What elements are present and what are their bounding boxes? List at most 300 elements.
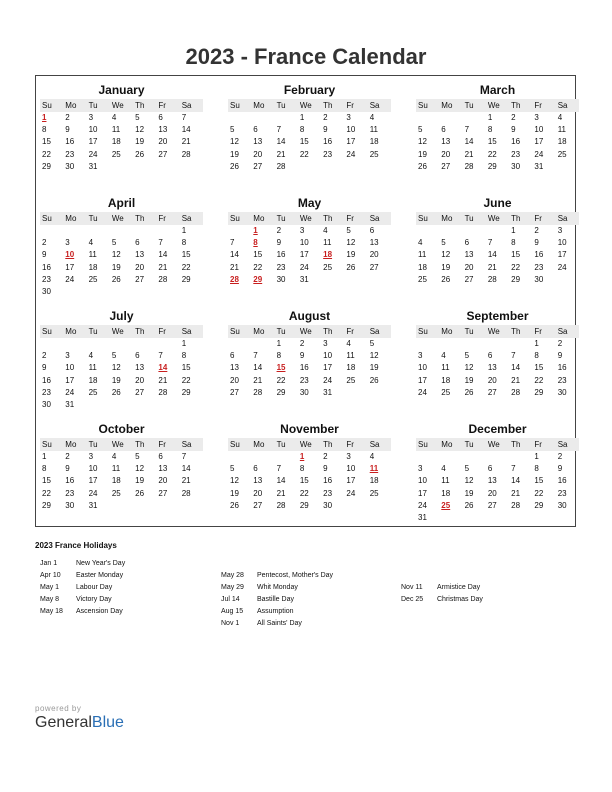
day-cell: 13 (135, 250, 145, 260)
weekday-label: We (111, 327, 124, 336)
weekday-label: Sa (557, 214, 568, 223)
day-cell: 7 (464, 125, 470, 135)
weekday-label: Th (323, 214, 333, 223)
day-cell: 16 (534, 250, 544, 260)
day-cell: 26 (135, 488, 145, 498)
day-cell: 31 (534, 161, 544, 171)
day-cell: 24 (418, 500, 427, 510)
weekday-label: Mo (253, 101, 265, 110)
empty-cell (416, 338, 439, 350)
day-cell: 26 (230, 500, 239, 510)
day-cell: 4 (111, 113, 117, 122)
day-cell: 20 (487, 488, 497, 498)
day-cell: 7 (181, 113, 187, 122)
day-cell: 4 (88, 351, 94, 361)
day-cell: 3 (88, 113, 94, 122)
day-cell: 14 (158, 250, 168, 260)
day-cell: 23 (511, 149, 521, 159)
empty-cell (463, 112, 486, 124)
holiday-day: 14 (158, 363, 168, 373)
holiday-day: 10 (65, 250, 75, 260)
day-cell: 1 (487, 113, 493, 122)
weekday-label: Th (135, 214, 145, 223)
day-cell: 4 (418, 238, 423, 248)
weekday-header (228, 99, 391, 112)
weekday-label: Mo (441, 327, 453, 336)
day-cell: 11 (88, 250, 97, 260)
day-cell: 4 (323, 226, 328, 235)
day-cell: 21 (230, 262, 239, 272)
holiday-date: Apr 10 (40, 572, 61, 579)
day-cell: 13 (441, 137, 451, 147)
weekday-label: We (487, 327, 500, 336)
day-cell: 4 (557, 113, 563, 122)
day-cell: 15 (42, 137, 51, 147)
holiday-row (401, 582, 483, 594)
weekday-header (40, 99, 203, 112)
day-cell: 9 (323, 125, 328, 135)
day-cell: 20 (135, 375, 145, 385)
day-cell: 15 (299, 476, 309, 486)
day-cell: 22 (181, 262, 191, 272)
day-cell: 8 (181, 238, 187, 248)
holiday-row (221, 606, 333, 618)
weekday-label: Tu (276, 327, 286, 336)
day-cell: 18 (441, 488, 451, 498)
day-cell: 11 (88, 363, 97, 373)
day-cell: 9 (511, 125, 516, 135)
day-cell: 2 (42, 351, 47, 361)
day-cell: 29 (181, 274, 191, 284)
weekday-label: We (299, 101, 312, 110)
day-cell: 23 (557, 375, 567, 385)
day-cell: 16 (42, 375, 51, 385)
day-cell: 14 (276, 137, 286, 147)
day-cell: 31 (88, 500, 98, 510)
day-cell: 23 (323, 149, 333, 159)
day-cell: 19 (346, 250, 356, 260)
holiday-row (40, 570, 125, 582)
weekday-label: Sa (369, 440, 380, 449)
day-cell: 28 (276, 161, 286, 171)
day-cell: 31 (418, 512, 427, 522)
month-august (228, 309, 391, 399)
holiday-name: New Year's Day (76, 560, 126, 567)
holiday-name: Christmas Day (437, 596, 483, 603)
day-cell: 21 (158, 262, 168, 272)
day-cell: 13 (230, 363, 239, 373)
day-cell: 19 (418, 149, 427, 159)
day-cell: 22 (534, 375, 544, 385)
day-cell: 20 (441, 149, 451, 159)
day-cell: 26 (441, 274, 451, 284)
day-cell: 27 (158, 488, 168, 498)
empty-cell (416, 112, 439, 124)
day-cell: 7 (181, 452, 187, 461)
weekday-label: Sa (557, 327, 568, 336)
day-cell: 12 (369, 351, 379, 361)
day-cell: 6 (487, 351, 493, 361)
weekday-label: Sa (181, 101, 192, 110)
empty-cell (156, 225, 179, 237)
day-cell: 2 (42, 238, 47, 248)
month-name: May (297, 196, 322, 210)
weekday-label: Fr (158, 440, 166, 449)
day-cell: 7 (253, 351, 258, 361)
day-cell: 14 (464, 137, 474, 147)
empty-cell (228, 451, 251, 463)
day-cell: 9 (557, 464, 563, 474)
day-cell: 4 (369, 452, 375, 461)
day-cell: 25 (369, 149, 379, 159)
day-cell: 28 (181, 149, 191, 159)
weekday-label: We (299, 327, 312, 336)
day-cell: 5 (441, 238, 446, 248)
day-cell: 23 (65, 488, 75, 498)
empty-cell (228, 338, 251, 350)
day-cell: 7 (276, 125, 282, 135)
day-cell: 25 (346, 375, 356, 385)
day-cell: 23 (42, 387, 51, 397)
weekday-label: Fr (158, 327, 166, 336)
day-cell: 1 (181, 226, 187, 235)
holiday-date: May 8 (40, 596, 60, 603)
day-cell: 21 (276, 149, 286, 159)
day-cell: 3 (557, 226, 563, 235)
month-january (40, 83, 203, 173)
weekday-header (416, 99, 579, 112)
day-cell: 9 (557, 351, 563, 361)
day-cell: 15 (253, 250, 263, 260)
weekday-label: Th (135, 440, 145, 449)
weekday-label: Th (135, 101, 145, 110)
weekday-label: We (111, 214, 124, 223)
day-cell: 15 (299, 137, 309, 147)
day-cell: 16 (42, 262, 51, 272)
empty-cell (87, 225, 110, 237)
day-cell: 12 (464, 363, 474, 373)
day-cell: 30 (276, 274, 286, 284)
weekday-label: Tu (464, 214, 474, 223)
weekday-header (416, 212, 579, 225)
holiday-date: May 28 (221, 572, 244, 579)
day-cell: 12 (441, 250, 451, 260)
month-name: July (109, 309, 134, 323)
day-cell: 16 (65, 476, 75, 486)
weekday-label: We (111, 440, 124, 449)
weekday-label: Su (418, 327, 428, 336)
day-cell: 5 (135, 452, 140, 461)
day-cell: 10 (299, 238, 309, 248)
holiday-date: May 18 (40, 608, 63, 615)
day-cell: 3 (534, 113, 539, 122)
day-cell: 15 (181, 250, 191, 260)
day-cell: 27 (253, 161, 263, 171)
day-cell: 8 (487, 125, 493, 135)
day-cell: 9 (65, 125, 70, 135)
day-cell: 9 (323, 464, 328, 474)
day-cell: 2 (276, 226, 282, 235)
weekday-label: We (487, 440, 500, 449)
empty-cell (133, 338, 156, 350)
day-cell: 13 (158, 464, 168, 474)
day-cell: 21 (487, 262, 497, 272)
holiday-name: Armistice Day (437, 584, 481, 591)
day-cell: 16 (557, 476, 567, 486)
day-cell: 5 (346, 226, 351, 235)
day-cell: 23 (299, 375, 309, 385)
holiday-row (40, 606, 125, 618)
day-cell: 8 (534, 464, 539, 474)
day-cell: 13 (487, 363, 497, 373)
day-cell: 11 (111, 125, 121, 135)
day-cell: 30 (323, 500, 333, 510)
empty-cell (110, 338, 133, 350)
day-cell: 7 (230, 238, 235, 248)
day-cell: 7 (487, 238, 493, 248)
empty-cell (439, 112, 462, 124)
day-cell: 4 (346, 339, 351, 348)
day-cell: 24 (323, 375, 333, 385)
day-cell: 24 (346, 488, 356, 498)
empty-cell (416, 451, 439, 463)
day-cell: 11 (441, 476, 450, 486)
day-grid (416, 338, 579, 399)
day-cell: 10 (346, 125, 356, 135)
weekday-label: Su (230, 327, 240, 336)
empty-cell (63, 225, 86, 237)
month-name: November (280, 422, 339, 436)
day-cell: 28 (253, 387, 263, 397)
empty-cell (87, 338, 110, 350)
day-cell: 22 (534, 488, 544, 498)
day-cell: 20 (158, 476, 168, 486)
holiday-date: Nov 11 (401, 584, 423, 591)
day-cell: 26 (418, 161, 427, 171)
weekday-label: Su (42, 101, 52, 110)
day-cell: 13 (135, 363, 145, 373)
day-cell: 17 (65, 375, 75, 385)
holiday-column (401, 582, 483, 606)
day-cell: 11 (557, 125, 567, 135)
day-cell: 11 (441, 363, 450, 373)
weekday-label: Su (230, 214, 240, 223)
empty-cell (251, 338, 274, 350)
day-grid (228, 112, 391, 173)
day-cell: 14 (487, 250, 497, 260)
day-cell: 24 (299, 262, 309, 272)
weekday-header (416, 325, 579, 338)
day-cell: 16 (557, 363, 567, 373)
day-cell: 10 (88, 464, 98, 474)
holiday-name: Assumption (257, 608, 294, 615)
empty-cell (63, 338, 86, 350)
day-cell: 10 (418, 363, 427, 373)
day-cell: 10 (557, 238, 567, 248)
day-cell: 18 (88, 262, 98, 272)
day-cell: 25 (111, 488, 121, 498)
day-cell: 18 (88, 375, 98, 385)
day-grid (40, 451, 203, 512)
holiday-day: 1 (42, 113, 47, 122)
weekday-label: Fr (346, 327, 354, 336)
day-cell: 15 (181, 363, 191, 373)
weekday-label: Tu (88, 327, 98, 336)
day-cell: 20 (253, 488, 263, 498)
weekday-label: Su (418, 214, 428, 223)
day-cell: 11 (323, 238, 332, 248)
day-grid (40, 225, 203, 298)
holiday-day: 18 (323, 250, 333, 260)
day-cell: 25 (323, 262, 333, 272)
day-cell: 8 (299, 464, 305, 474)
holiday-row (221, 594, 333, 606)
day-cell: 28 (464, 161, 474, 171)
day-cell: 1 (181, 339, 187, 348)
holiday-day: 11 (369, 464, 379, 474)
weekday-header (228, 325, 391, 338)
day-cell: 22 (299, 488, 309, 498)
weekday-label: We (487, 214, 500, 223)
weekday-label: Tu (276, 214, 286, 223)
day-cell: 29 (534, 387, 544, 397)
day-cell: 29 (42, 161, 51, 171)
month-july (40, 309, 203, 411)
day-cell: 29 (181, 387, 191, 397)
day-cell: 5 (135, 113, 140, 122)
day-cell: 17 (418, 375, 427, 385)
day-cell: 12 (418, 137, 427, 147)
month-name: August (288, 309, 331, 323)
empty-cell (40, 225, 63, 237)
day-cell: 4 (88, 238, 94, 248)
day-cell: 27 (135, 274, 145, 284)
empty-cell (486, 225, 509, 237)
day-cell: 18 (369, 137, 379, 147)
holiday-day: 25 (441, 500, 451, 510)
holiday-name: Pentecost, Mother's Day (257, 572, 334, 579)
day-cell: 6 (253, 464, 258, 474)
day-cell: 9 (534, 238, 539, 248)
empty-cell (251, 112, 274, 124)
day-cell: 29 (42, 500, 51, 510)
month-name: October (98, 422, 145, 436)
holiday-date: Jul 14 (221, 596, 240, 603)
weekday-label: Su (418, 101, 428, 110)
day-cell: 8 (276, 351, 282, 361)
day-cell: 5 (464, 464, 470, 474)
day-cell: 30 (511, 161, 521, 171)
day-cell: 20 (135, 262, 145, 272)
day-cell: 26 (111, 274, 121, 284)
day-cell: 9 (299, 351, 305, 361)
weekday-label: Mo (253, 440, 265, 449)
day-cell: 2 (511, 113, 516, 122)
day-cell: 24 (88, 488, 98, 498)
weekday-header (40, 325, 203, 338)
day-cell: 18 (441, 375, 451, 385)
holiday-name: Bastille Day (257, 596, 294, 603)
day-cell: 16 (323, 476, 333, 486)
day-cell: 6 (464, 238, 470, 248)
weekday-label: Mo (65, 101, 77, 110)
weekday-label: Su (42, 440, 52, 449)
day-cell: 23 (276, 262, 286, 272)
weekday-label: Mo (441, 214, 453, 223)
weekday-label: Sa (369, 101, 380, 110)
day-cell: 27 (464, 274, 474, 284)
weekday-label: Fr (346, 101, 354, 110)
day-cell: 5 (230, 125, 235, 135)
weekday-label: We (111, 101, 124, 110)
day-cell: 30 (42, 286, 51, 296)
day-cell: 16 (65, 137, 75, 147)
holiday-name: Victory Day (76, 596, 112, 603)
day-cell: 17 (88, 137, 98, 147)
day-cell: 14 (276, 476, 286, 486)
day-cell: 6 (487, 464, 493, 474)
day-grid (228, 338, 391, 399)
empty-cell (416, 225, 439, 237)
weekday-label: Sa (369, 327, 380, 336)
day-cell: 29 (276, 387, 286, 397)
weekday-label: Th (135, 327, 145, 336)
generalblue-logo (35, 704, 124, 732)
holiday-day: 28 (230, 274, 239, 284)
day-cell: 17 (557, 250, 567, 260)
day-cell: 23 (534, 262, 544, 272)
day-cell: 17 (323, 363, 333, 373)
weekday-label: Mo (441, 101, 453, 110)
empty-cell (275, 112, 298, 124)
day-cell: 5 (418, 125, 423, 135)
day-cell: 4 (441, 351, 446, 361)
day-cell: 14 (181, 464, 191, 474)
month-december (416, 422, 579, 524)
holiday-column (221, 570, 333, 630)
day-cell: 10 (323, 351, 333, 361)
day-cell: 3 (88, 452, 94, 461)
day-cell: 31 (323, 387, 333, 397)
day-cell: 3 (323, 339, 328, 348)
holiday-date: Jan 1 (40, 560, 58, 567)
holiday-day: 1 (299, 452, 305, 461)
day-cell: 17 (299, 250, 309, 260)
weekday-header (228, 212, 391, 225)
weekday-label: Tu (88, 101, 98, 110)
day-cell: 21 (253, 375, 263, 385)
day-grid (228, 225, 391, 286)
day-cell: 28 (511, 387, 521, 397)
day-cell: 28 (181, 488, 191, 498)
empty-cell (463, 338, 486, 350)
day-cell: 10 (88, 125, 98, 135)
day-cell: 7 (276, 464, 282, 474)
day-cell: 24 (88, 149, 98, 159)
empty-cell (486, 338, 509, 350)
day-cell: 18 (557, 137, 567, 147)
day-cell: 20 (253, 149, 263, 159)
day-grid (40, 112, 203, 173)
day-cell: 20 (464, 262, 474, 272)
month-june (416, 196, 579, 286)
day-cell: 8 (534, 351, 539, 361)
day-cell: 8 (42, 125, 47, 135)
month-name: March (479, 83, 516, 97)
day-cell: 19 (135, 476, 145, 486)
empty-cell (509, 451, 532, 463)
day-cell: 28 (511, 500, 521, 510)
